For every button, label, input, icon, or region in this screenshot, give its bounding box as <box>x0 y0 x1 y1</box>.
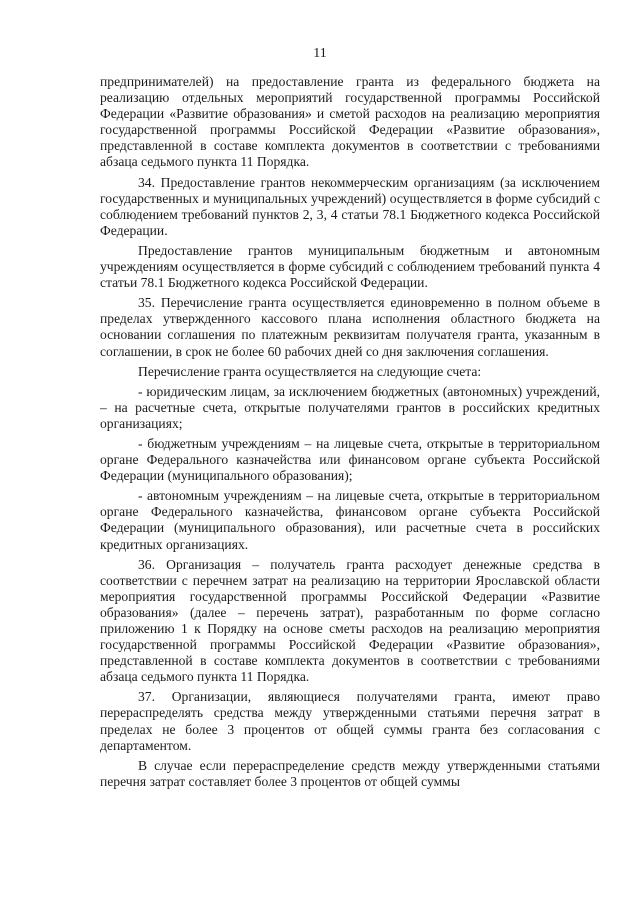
paragraph-clause-36: 36. Организация – получатель гранта расходует денежные средства в соответствии с перечнем затрат на реализацию на территории Ярославской области мероприятия государственной программы Российской Федерации «Развитие образования» (далее – перечень затрат), разработанным по форме согласно приложению 1 к Порядку на основе сметы расходов на реализацию мероприятия государственной программы Российской Федерации «Развитие образования», представленной в составе комплекта документов в соответствии с требованиями абзаца седьмого пункта 11 Порядка. <box>100 556 600 685</box>
list-item-autonomous-institutions: - автономным учреждениям – на лицевые счета, открытые в территориальном органе Федерального казначейства, финансовом органе субъекта Российской Федерации (муниципального образования), или расчетные счета в российских кредитных организациях. <box>100 488 600 552</box>
document-body <box>100 74 600 794</box>
paragraph-accounts-intro: Перечисление гранта осуществляется на следующие счета: <box>138 363 482 379</box>
page-number: 11 <box>313 46 327 61</box>
paragraph-municipal-institutions: Предоставление грантов муниципальным бюджетным и автономным учреждениям осуществляется в форме субсидий с соблюдением требований пункта 4 статьи 78.1 Бюджетного кодекса Российской Федерации. <box>100 242 600 291</box>
paragraph-clause-37: 37. Организации, являющиеся получателями гранта, имеют право перераспределять средства между утвержденными статьями перечня затрат в пределах не более 3 процентов от общей суммы гранта без согласования с департаментом. <box>100 689 600 753</box>
list-item-legal-entities: - юридическим лицам, за исключением бюджетных (автономных) учреждений, – на расчетные счета, открытые получателями грантов в российских кредитных организациях; <box>100 383 600 431</box>
paragraph-clause-35: 35. Перечисление гранта осуществляется единовременно в полном объеме в пределах утвержденного кассового плана исполнения областного бюджета на основании соглашения по платежным реквизитам получателя гранта, указанным в соглашении, в срок не более 60 рабочих дней со дня заключения соглашения. <box>100 295 600 359</box>
paragraph-continuation: предпринимателей) на предоставление гранта из федерального бюджета на реализацию отдельных мероприятий государственной программы Российской Федерации «Развитие образования» и сметой расходов на реализацию мероприятия государственной программы Российской Федерации «Развитие образования», представленной в составе комплекта документов в соответствии с требованиями абзаца седьмого пункта 11 Порядка. <box>100 74 600 170</box>
list-item-budget-institutions: - бюджетным учреждениям – на лицевые счета, открытые в территориальном органе Федерального казначейства или финансовом органе субъекта Российской Федерации (муниципального образования); <box>100 435 600 484</box>
paragraph-clause-34: 34. Предоставление грантов некоммерческим организациям (за исключением государственных и муниципальных учреждений) осуществляется в форме субсидий с соблюдением требований пунктов 2, 3, 4 статьи 78.1 Бюджетного кодекса Российской Федерации. <box>100 174 600 238</box>
paragraph-redistribution: В случае если перераспределение средств между утвержденными статьями перечня затрат составляет более 3 процентов от общей суммы <box>100 757 600 789</box>
